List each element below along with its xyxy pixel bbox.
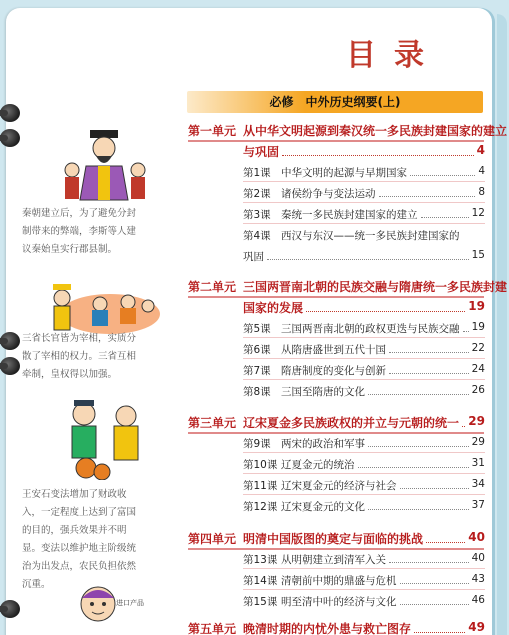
lesson-title: 三国至隋唐的文化 (281, 386, 365, 398)
divider (243, 223, 485, 224)
toc-entry[interactable] (243, 530, 485, 547)
unit-title-cont: 国家的发展 (243, 301, 304, 315)
lesson-title: 清朝前中期的鼎盛与危机 (281, 575, 397, 587)
toc-entry[interactable] (243, 436, 485, 451)
toc-entry[interactable] (243, 228, 485, 243)
unit-underline (188, 432, 484, 434)
leader-dots (426, 530, 465, 543)
page-number: 29 (471, 436, 485, 448)
unit-underline (188, 140, 484, 142)
lesson-title: 辽宋夏金元的经济与社会 (281, 480, 397, 492)
leader-dots (463, 321, 469, 332)
leader-dots (414, 620, 465, 633)
page-number: 4 (476, 143, 485, 157)
page-number: 8 (478, 186, 485, 198)
divider (243, 202, 485, 203)
leader-dots (410, 165, 475, 176)
toc-entry[interactable] (243, 207, 485, 222)
divider (243, 473, 485, 474)
toc-entry[interactable] (243, 186, 485, 201)
lesson-title: 辽夏金元的统治 (281, 459, 355, 471)
toc-entry[interactable] (243, 552, 485, 567)
lesson-title: 西汉与东汉——统一多民族封建国家的 (281, 230, 460, 242)
unit-title: 晚清时期的内忧外患与救亡图存 (243, 622, 412, 635)
toc-entry[interactable] (243, 363, 485, 378)
lesson-number: 第5课 (243, 323, 271, 335)
emperor-illustration (60, 126, 150, 202)
lesson-number: 第8课 (243, 386, 271, 398)
unit-label: 第一单元 (188, 124, 237, 138)
page-number: 29 (468, 414, 485, 428)
illustration-caption: 进口产品 (116, 599, 144, 607)
toc-entry[interactable] (243, 620, 485, 635)
lesson-number: 第14课 (243, 575, 278, 587)
lesson-title: 两宋的政治和军事 (281, 438, 365, 450)
lesson-number: 第15课 (243, 596, 278, 608)
lesson-title: 从明朝建立到清军入关 (281, 554, 386, 566)
page-number: 49 (468, 620, 485, 634)
leader-dots (368, 499, 469, 510)
toc-entry[interactable] (243, 299, 485, 316)
unit-title: 辽宋夏金多民族政权的并立与元朝的统一 (243, 416, 460, 430)
page-number: 40 (468, 530, 485, 544)
lesson-title: 诸侯纷争与变法运动 (281, 188, 376, 200)
binder-ring (0, 129, 24, 147)
divider (243, 358, 485, 359)
side-note: 三省长官皆为宰相，实质分散了宰相的权力。三省互相牵制，皇权得以加强。 (22, 333, 137, 380)
toc-entry[interactable] (243, 478, 485, 493)
officials-illustration (40, 278, 160, 338)
reformer-illustration (56, 396, 156, 480)
lesson-title: 隋唐制度的变化与创新 (281, 365, 386, 377)
page-number: 12 (471, 207, 485, 219)
page-number: 40 (471, 552, 485, 564)
leader-dots (368, 384, 469, 395)
lesson-title-cont: 巩固 (243, 251, 264, 263)
page-number: 19 (468, 299, 485, 313)
side-note: 王安石变法增加了财政收入，一定程度上达到了富国的目的，强兵效果并不明显。变法以维护地主阶级统治为出发点，农民负担依然沉重。 (22, 489, 137, 590)
lesson-number: 第3课 (243, 209, 271, 221)
lesson-number: 第4课 (243, 230, 271, 242)
leader-dots (400, 573, 469, 584)
toc-entry[interactable] (243, 342, 485, 357)
binder-ring (0, 357, 24, 375)
page-number: 22 (471, 342, 485, 354)
toc-entry[interactable] (243, 165, 485, 180)
lesson-title: 中华文明的起源与早期国家 (281, 167, 407, 179)
divider (243, 452, 485, 453)
leader-dots (400, 478, 469, 489)
leader-dots (379, 186, 476, 197)
toc-entry[interactable] (243, 594, 485, 609)
leader-dots (389, 552, 469, 563)
unit-underline (188, 548, 484, 550)
side-note: 秦朝建立后，为了避免分封制带来的弊端，李斯等人建议秦始皇实行郡县制。 (22, 208, 137, 255)
toc-entry[interactable] (243, 143, 485, 160)
unit-title: 三国两晋南北朝的民族交融与隋唐统一多民族封建 (243, 280, 508, 294)
divider (243, 379, 485, 380)
unit-label: 第五单元 (188, 622, 237, 635)
page-number: 46 (471, 594, 485, 606)
leader-dots (306, 299, 465, 312)
page-number: 4 (478, 165, 485, 177)
toc-entry-cont[interactable] (243, 249, 485, 264)
toc-entry[interactable] (243, 414, 485, 431)
page-title: 目录 (346, 38, 442, 73)
leader-dots (282, 143, 474, 156)
page-number: 24 (471, 363, 485, 375)
toc-entry[interactable] (243, 384, 485, 399)
unit-title: 从中华文明起源到秦汉统一多民族封建国家的建立 (243, 124, 508, 138)
lesson-title: 秦统一多民族封建国家的建立 (281, 209, 418, 221)
page-number: 34 (471, 478, 485, 490)
leader-dots (462, 414, 465, 427)
binder-ring (0, 332, 24, 350)
toc-entry[interactable] (243, 573, 485, 588)
page-edge (497, 14, 507, 635)
lesson-number: 第11课 (243, 480, 278, 492)
lesson-number: 第2课 (243, 188, 271, 200)
toc-entry[interactable] (243, 457, 485, 472)
toc-entry[interactable] (243, 499, 485, 514)
binder-ring (0, 600, 24, 618)
divider (243, 589, 485, 590)
page-number: 37 (471, 499, 485, 511)
toc-entry[interactable] (243, 321, 485, 336)
page-number: 43 (471, 573, 485, 585)
lesson-number: 第10课 (243, 459, 278, 471)
leader-dots (358, 457, 469, 468)
page-number: 19 (471, 321, 485, 333)
leader-dots (389, 363, 469, 374)
divider (243, 337, 485, 338)
leader-dots (400, 594, 469, 605)
volume-banner: 必修 中外历史纲要(上) (187, 91, 483, 113)
leader-dots (267, 249, 469, 260)
page-number: 15 (471, 249, 485, 261)
unit-label: 第三单元 (188, 416, 237, 430)
lesson-number: 第13课 (243, 554, 278, 566)
lesson-title: 三国两晋南北朝的政权更迭与民族交融 (281, 323, 460, 335)
unit-label: 第二单元 (188, 280, 237, 294)
divider (243, 494, 485, 495)
lesson-number: 第9课 (243, 438, 271, 450)
leader-dots (368, 436, 469, 447)
unit-underline (188, 296, 484, 298)
leader-dots (389, 342, 469, 353)
page-number: 26 (471, 384, 485, 396)
unit-title: 明清中国版图的奠定与面临的挑战 (243, 532, 424, 546)
divider (243, 568, 485, 569)
lesson-title: 明至清中叶的经济与文化 (281, 596, 397, 608)
lesson-title: 从隋唐盛世到五代十国 (281, 344, 386, 356)
lesson-number: 第6课 (243, 344, 271, 356)
unit-title-cont: 与巩固 (243, 145, 280, 159)
lesson-number: 第12课 (243, 501, 278, 513)
lesson-number: 第7课 (243, 365, 271, 377)
binder-ring (0, 104, 24, 122)
lesson-number: 第1课 (243, 167, 271, 179)
lesson-title: 辽宋夏金元的文化 (281, 501, 365, 513)
divider (243, 181, 485, 182)
page-number: 31 (471, 457, 485, 469)
leader-dots (421, 207, 469, 218)
unit-label: 第四单元 (188, 532, 237, 546)
